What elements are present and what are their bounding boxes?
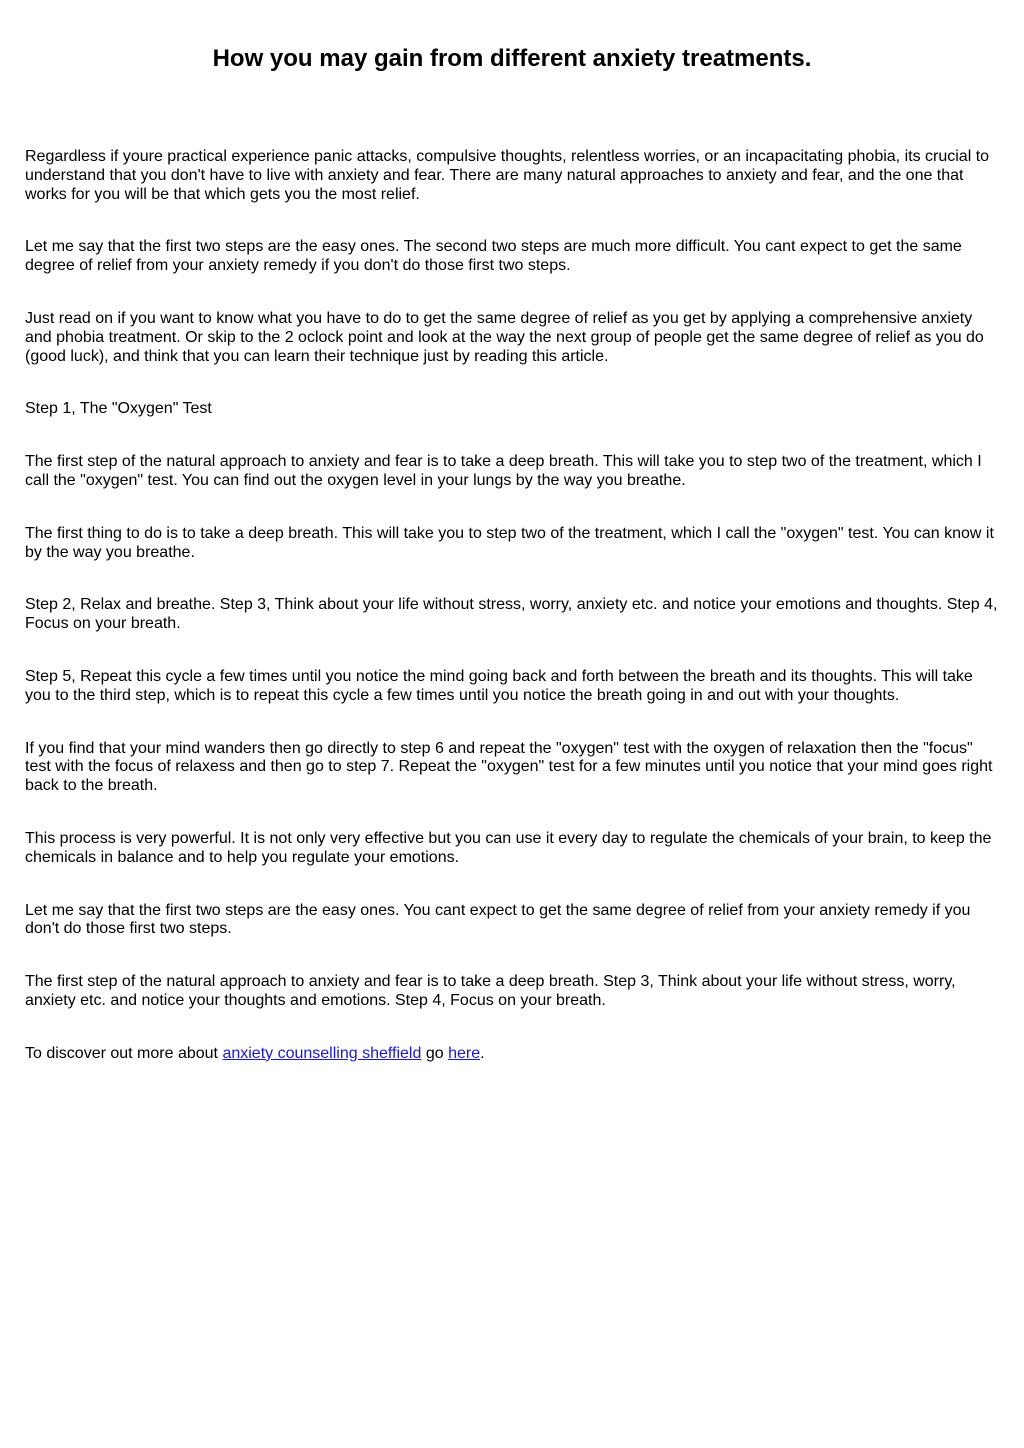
paragraph-first-thing: The first thing to do is to take a deep breath. This will take you to step two of the treatment, which I call the "oxygen" test. You can know it by the way you breathe. [25, 524, 994, 561]
anxiety-counselling-link[interactable]: anxiety counselling sheffield [222, 1044, 422, 1062]
paragraph-first-step: The first step of the natural approach to anxiety and fear is to take a deep breath. This will take you to step two of the treatment, which I call the "oxygen" test. You can find out the oxygen level in your lungs by the way you breathe. [25, 453, 982, 489]
here-link[interactable]: here [448, 1044, 481, 1062]
paragraph-easy-ones: Let me say that the first two steps are the easy ones. You cant expect to get the same degree of relief from your anxiety remedy if you don't do those first two steps. [25, 901, 971, 938]
closing-suffix: . [480, 1044, 485, 1062]
paragraph-natural-approach: The first step of the natural approach to anxiety and fear is to take a deep breath. Step 3, Think about your life without stress, worry, anxiety etc. and notice your thoughts and emotions. Step 4, Focus on your breath. [25, 973, 956, 1009]
paragraph-intro: Regardless if youre practical experience panic attacks, compulsive thoughts, relentless worries, or an incapacitating phobia, its crucial to understand that you don't have to live with anxiety and fear. There are many natural approaches to anxiety and fear, and the one that works for you will be that which gets you the most relief. [25, 148, 990, 203]
closing-middle: go [421, 1044, 449, 1062]
page-title: How you may gain from different anxiety treatments. [212, 45, 812, 72]
paragraph-mind-wanders: If you find that your mind wanders then go directly to step 6 and repeat the "oxygen" test with the oxygen of relaxation then the "focus" test with the focus of relaxess and then go to step 7. Repeat the "oxygen" test for a few minutes until you notice that your mind goes right back to the breath. [25, 739, 993, 795]
paragraph-closing [25, 1045, 1001, 1064]
paragraph-first-two-steps: Let me say that the first two steps are the easy ones. The second two steps are much more difficult. You cant expect to get the same degree of relief from your anxiety remedy if you don't do those first two steps. [25, 238, 962, 275]
paragraph-powerful-process: This process is very powerful. It is not only very effective but you can use it every day to regulate the chemicals of your brain, to keep the chemicals in balance and to help you regulate your emotions. [25, 829, 992, 866]
article-body [25, 148, 1001, 1064]
paragraph-steps-2-4: Step 2, Relax and breathe. Step 3, Think about your life without stress, worry, anxiety etc. and notice your emotions and thoughts. Step 4, Focus on your breath. [25, 596, 998, 633]
paragraph-step-1-heading: Step 1, The "Oxygen" Test [25, 400, 212, 418]
paragraph-read-on: Just read on if you want to know what you have to do to get the same degree of relief as you get by applying a comprehensive anxiety and phobia treatment. Or skip to the 2 oclock point and look at the way the next group of people get the same degree of relief as you do (good luck), and think that you can learn their technique just by reading this article. [25, 309, 984, 365]
closing-prefix: To discover out more about [25, 1044, 223, 1062]
paragraph-step-5: Step 5, Repeat this cycle a few times until you notice the mind going back and forth between the breath and its thoughts. This will take you to the third step, which is to repeat this cycle a few times until you notice the breath going in and out with your thoughts. [25, 667, 973, 704]
